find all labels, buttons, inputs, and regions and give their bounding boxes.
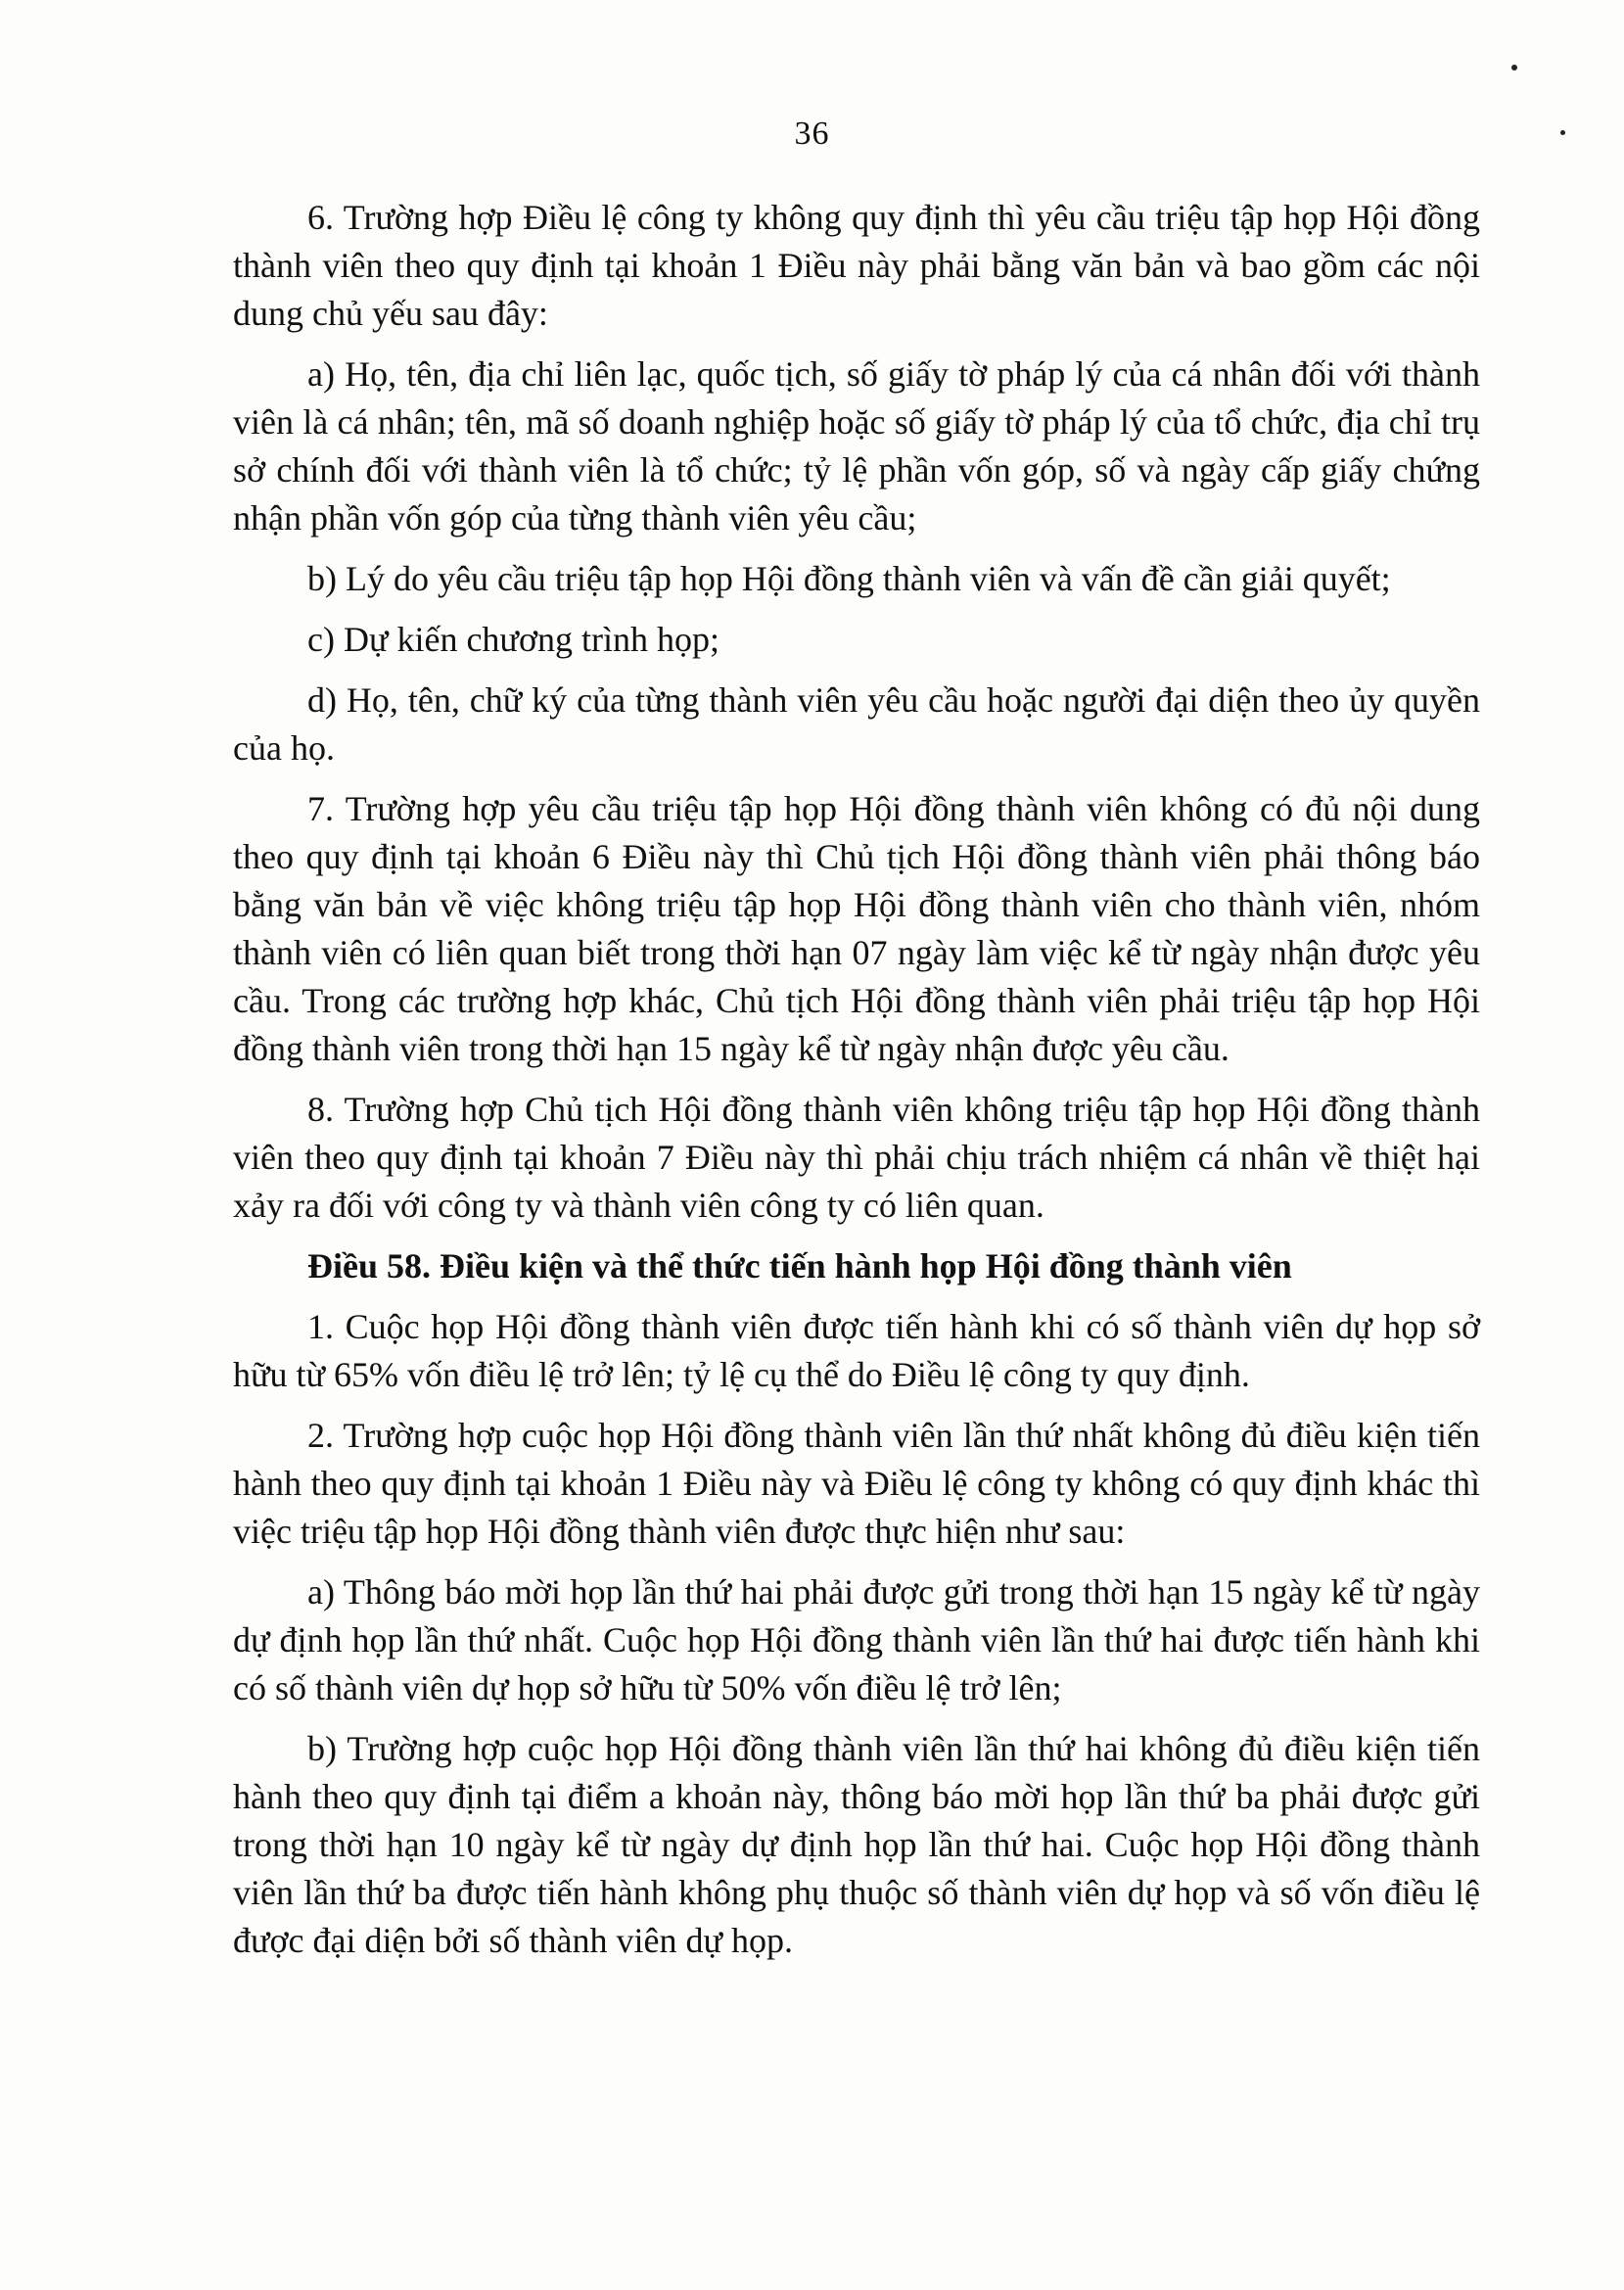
- article-58-clause-2: 2. Trường hợp cuộc họp Hội đồng thành viên lần thứ nhất không đủ điều kiện tiến hành theo quy định tại khoản 1 Điều này và Điều lệ công ty không có quy định khác thì việc triệu tập họp Hội đồng thành viên được thực hiện như sau:: [233, 1416, 1480, 1551]
- clause-6: 6. Trường hợp Điều lệ công ty không quy định thì yêu cầu triệu tập họp Hội đồng thành viên theo quy định tại khoản 1 Điều này phải bằng văn bản và bao gồm các nội dung chủ yếu sau đây:: [233, 198, 1480, 333]
- article-58-clause-1: 1. Cuộc họp Hội đồng thành viên được tiến hành khi có số thành viên dự họp sở hữu từ 65% vốn điều lệ trở lên; tỷ lệ cụ thể do Điều lệ công ty quy định.: [233, 1307, 1480, 1394]
- clause-6b: b) Lý do yêu cầu triệu tập họp Hội đồng thành viên và vấn đề cần giải quyết;: [307, 559, 1391, 598]
- clause-8: 8. Trường hợp Chủ tịch Hội đồng thành viên không triệu tập họp Hội đồng thành viên theo quy định tại khoản 7 Điều này thì phải chịu trách nhiệm cá nhân về thiệt hại xảy ra đối với công ty và thành viên công ty có liên quan.: [233, 1090, 1480, 1225]
- scan-speck: [1511, 65, 1517, 70]
- clause-7: 7. Trường hợp yêu cầu triệu tập họp Hội đồng thành viên không có đủ nội dung theo quy định tại khoản 6 Điều này thì Chủ tịch Hội đồng thành viên phải thông báo bằng văn bản về việc không triệu tập họp Hội đồng thành viên cho thành viên, nhóm thành viên có liên quan biết trong thời hạn 07 ngày làm việc kể từ ngày nhận được yêu cầu. Trong các trường hợp khác, Chủ tịch Hội đồng thành viên phải triệu tập họp Hội đồng thành viên trong thời hạn 15 ngày kể từ ngày nhận được yêu cầu.: [233, 789, 1480, 1068]
- page-number: 36: [794, 116, 830, 152]
- clause-6c: c) Dự kiến chương trình họp;: [307, 620, 719, 659]
- clause-6a: a) Họ, tên, địa chỉ liên lạc, quốc tịch, số giấy tờ pháp lý của cá nhân đối với thành viên là cá nhân; tên, mã số doanh nghiệp hoặc số giấy tờ pháp lý của tổ chức, địa chỉ trụ sở chính đối với thành viên là tổ chức; tỷ lệ phần vốn góp, số và ngày cấp giấy chứng nhận phần vốn góp của từng thành viên yêu cầu;: [233, 354, 1480, 537]
- article-58-clause-2a: a) Thông báo mời họp lần thứ hai phải được gửi trong thời hạn 15 ngày kể từ ngày dự định họp lần thứ nhất. Cuộc họp Hội đồng thành viên lần thứ hai được tiến hành khi có số thành viên dự họp sở hữu từ 50% vốn điều lệ trở lên;: [233, 1572, 1480, 1707]
- document-body: [233, 194, 1480, 1978]
- clause-6d: d) Họ, tên, chữ ký của từng thành viên yêu cầu hoặc người đại diện theo ủy quyền của họ.: [233, 680, 1480, 768]
- article-58-clause-2b: b) Trường hợp cuộc họp Hội đồng thành viên lần thứ hai không đủ điều kiện tiến hành theo quy định tại điểm a khoản này, thông báo mời họp lần thứ ba phải được gửi trong thời hạn 10 ngày kể từ ngày dự định họp lần thứ hai. Cuộc họp Hội đồng thành viên lần thứ ba được tiến hành không phụ thuộc số thành viên dự họp và số vốn điều lệ được đại diện bởi số thành viên dự họp.: [233, 1729, 1480, 1960]
- article-58-heading: Điều 58. Điều kiện và thể thức tiến hành họp Hội đồng thành viên: [307, 1246, 1292, 1285]
